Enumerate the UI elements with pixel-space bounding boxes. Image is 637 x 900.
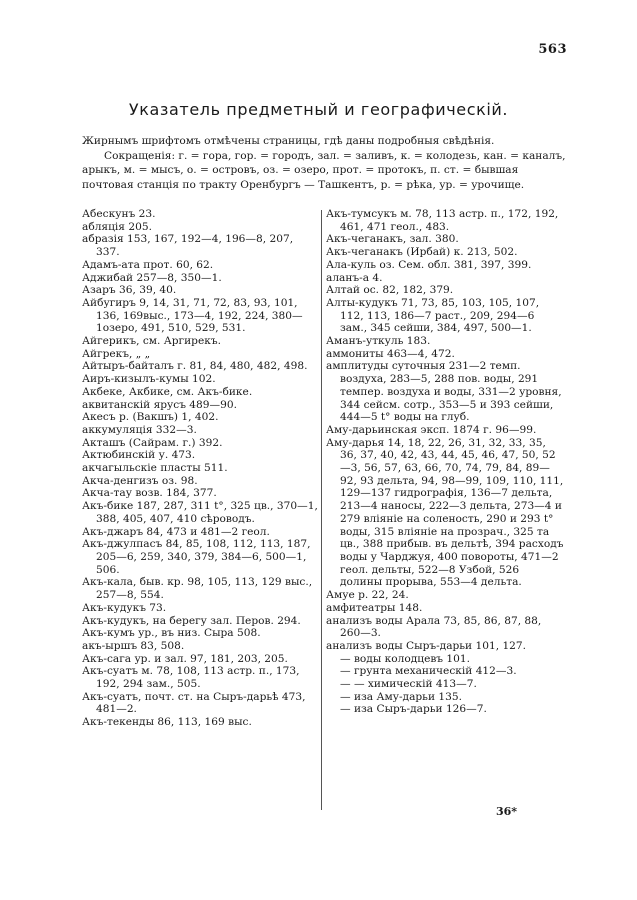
index-entry: Аманъ-уткуль 183. bbox=[326, 335, 431, 348]
index-entry: Акъ-чеганакъ, зал. 380. bbox=[326, 233, 459, 246]
index-right-column bbox=[326, 208, 564, 716]
page-number: 563 bbox=[538, 42, 567, 57]
index-entry: — грунта механическій 412—3. bbox=[340, 665, 517, 678]
index-entry: Аму-дарья 14, 18, 22, 26, 31, 32, 33, 35, 36, 37, 40, 42, 43, 44, 45, 46, 47, 50, 52—3, 56, 57, 63, 66, 70, 74, 79, 84, 89—92, 93 дельта, 94, 98—99, 109, 110, 111, 129—137 гидрографія, 136—7 дельта, 213—4 наносы, 222—3 дельта, 273—4 и 279 вліяніе на соленость, 290 и 293 t° воды, 315 вліяніе на прозрач., 325 та цв., 388 прибыв. въ дельтѣ, 394 расходъ воды у Чарджуя, 400 повороты, 471—2 геол. дельты, 522—8 Узбой, 526 долины прорыва, 553—4 дельта. bbox=[326, 436, 564, 589]
index-entry: аммониты 463—4, 472. bbox=[326, 347, 455, 360]
index-entry: Акъ-текенды 86, 113, 169 выс. bbox=[82, 716, 252, 729]
index-entry: Ала-куль оз. Сем. обл. 381, 397, 399. bbox=[326, 258, 532, 271]
index-entry: Аиръ-кизылъ-кумы 102. bbox=[82, 373, 216, 386]
index-entry: Акъ-суатъ м. 78, 108, 113 астр. п., 173, 192, 294 зам., 505. bbox=[82, 665, 300, 691]
index-entry: Акъ-бике 187, 287, 311 t°, 325 цв., 370—1, 388, 405, 407, 410 сѣроводъ. bbox=[82, 500, 318, 525]
index-entry: Акъ-джаръ 84, 473 и 481—2 геол. bbox=[82, 525, 270, 538]
index-entry: абляція 205. bbox=[82, 220, 152, 233]
index-entry: Акъ-тумсукъ м. 78, 113 астр. п., 172, 192, 461, 471 геол., 483. bbox=[326, 208, 559, 233]
column-divider bbox=[321, 210, 322, 810]
intro-line: арыкъ, м. = мысъ, о. = островъ, оз. = озеро, прот. = протокъ, п. ст. = бывшая bbox=[82, 164, 519, 177]
index-entry: Акбеке, Акбике, см. Акъ-бике. bbox=[82, 385, 253, 398]
index-entry: — воды колодцевъ 101. bbox=[340, 652, 470, 665]
index-left-column bbox=[82, 208, 320, 729]
index-entry: Алты-кудукъ 71, 73, 85, 103, 105, 107, 112, 113, 186—7 раст., 209, 294—6 зам., 345 сейши, 384, 497, 500—1. bbox=[326, 296, 540, 335]
index-entry: Акъ-суатъ, почт. ст. на Сыръ-дарьѣ 473, 481—2. bbox=[82, 690, 306, 716]
index-entry: Акъ-чеганакъ (Ирбай) к. 213, 502. bbox=[326, 246, 518, 259]
index-entry: Актюбинскій у. 473. bbox=[82, 449, 196, 462]
index-entry: Айтыръ-байталъ г. 81, 84, 480, 482, 498. bbox=[82, 360, 308, 373]
intro-line: почтовая станція по тракту Оренбургъ — Ташкентъ, р. = рѣка, ур. = урочище. bbox=[82, 178, 525, 191]
index-entry: аквитанскій ярусъ 489—90. bbox=[82, 398, 237, 411]
index-entry: Акъ-кудукъ, на берегу зал. Перов. 294. bbox=[82, 614, 301, 627]
index-entry: Акъ-джулпасъ 84, 85, 108, 112, 113, 187, 205—6, 259, 340, 379, 384—6, 500—1, 506. bbox=[82, 538, 311, 576]
index-entry: Алтай ос. 82, 182, 379. bbox=[326, 284, 454, 297]
index-entry: анализъ воды Сыръ-дарьи 101, 127. bbox=[326, 639, 527, 652]
index-entry: Акташъ (Сайрам. г.) 392. bbox=[82, 436, 223, 449]
index-entry: анализъ воды Арала 73, 85, 86, 87, 88, 260—3. bbox=[326, 614, 542, 640]
intro-line: Сокращенія: г. = гора, гор. = городъ, зал. = заливъ, к. = колодезь, кан. = каналъ, bbox=[104, 149, 566, 162]
index-entry: Акча-денгизъ оз. 98. bbox=[82, 474, 198, 487]
index-entry: Адамъ-ата прот. 60, 62. bbox=[82, 258, 214, 271]
intro-block bbox=[82, 134, 566, 192]
index-entry: Акесъ р. (Вакшъ) 1, 402. bbox=[82, 411, 219, 424]
index-entry: Аму-дарьинская эксп. 1874 г. 96—99. bbox=[326, 423, 537, 436]
index-entry: Акъ-кудукъ 73. bbox=[82, 601, 167, 614]
index-entry: Аджибай 257—8, 350—1. bbox=[82, 271, 222, 284]
index-entry: Акъ-сага ур. и зал. 97, 181, 203, 205. bbox=[82, 652, 288, 665]
index-entry: Айбугиръ 9, 14, 31, 71, 72, 83, 93, 101, 136, 169выс., 173—4, 192, 224, 380—1озеро, 491, 510, 529, 531. bbox=[82, 296, 303, 335]
index-entry: Азаръ 36, 39, 40. bbox=[82, 284, 177, 297]
index-entry: — — химическій 413—7. bbox=[340, 678, 477, 691]
index-entry: Акча-тау возв. 184, 377. bbox=[82, 487, 217, 500]
index-entry: Амуе р. 22, 24. bbox=[326, 589, 409, 602]
index-entry: акчагыльскіе пласты 511. bbox=[82, 462, 228, 475]
index-entry: Айгрекъ, „ „ bbox=[82, 347, 151, 360]
intro-line: Жирнымъ шрифтомъ отмѣчены страницы, гдѣ даны подробныя свѣдѣнія. bbox=[82, 135, 495, 147]
index-entry: акъ-ыршъ 83, 508. bbox=[82, 639, 185, 652]
signature-mark: 36* bbox=[496, 805, 518, 818]
index-entry: Абескунъ 23. bbox=[82, 208, 156, 220]
page-title: Указатель предметный и географическій. bbox=[128, 100, 509, 119]
index-entry: — иза Сыръ-дарьи 126—7. bbox=[340, 703, 487, 716]
index-entry: аланъ-а 4. bbox=[326, 271, 383, 284]
index-entry: Айгерикъ, см. Аргирекъ. bbox=[82, 335, 221, 348]
index-entry: — иза Аму-дарьи 135. bbox=[340, 690, 462, 703]
index-entry: аккумуляція 332—3. bbox=[82, 423, 197, 436]
index-entry: амплитуды суточныя 231—2 темп. воздуха, 283—5, 288 пов. воды, 291 темпер. воздуха и воды, 331—2 уровня, 344 сейсм. сотр., 353—5 и 393 сейши, 444—5 t° воды на глуб. bbox=[326, 360, 562, 424]
index-entry: амфитеатры 148. bbox=[326, 601, 423, 614]
index-entry: абразія 153, 167, 192—4, 196—8, 207, 337. bbox=[82, 233, 294, 259]
index-entry: Акъ-кала, быв. кр. 98, 105, 113, 129 выс., 257—8, 554. bbox=[82, 576, 313, 602]
index-entry: Акъ-кумъ ур., въ низ. Сыра 508. bbox=[82, 627, 261, 640]
